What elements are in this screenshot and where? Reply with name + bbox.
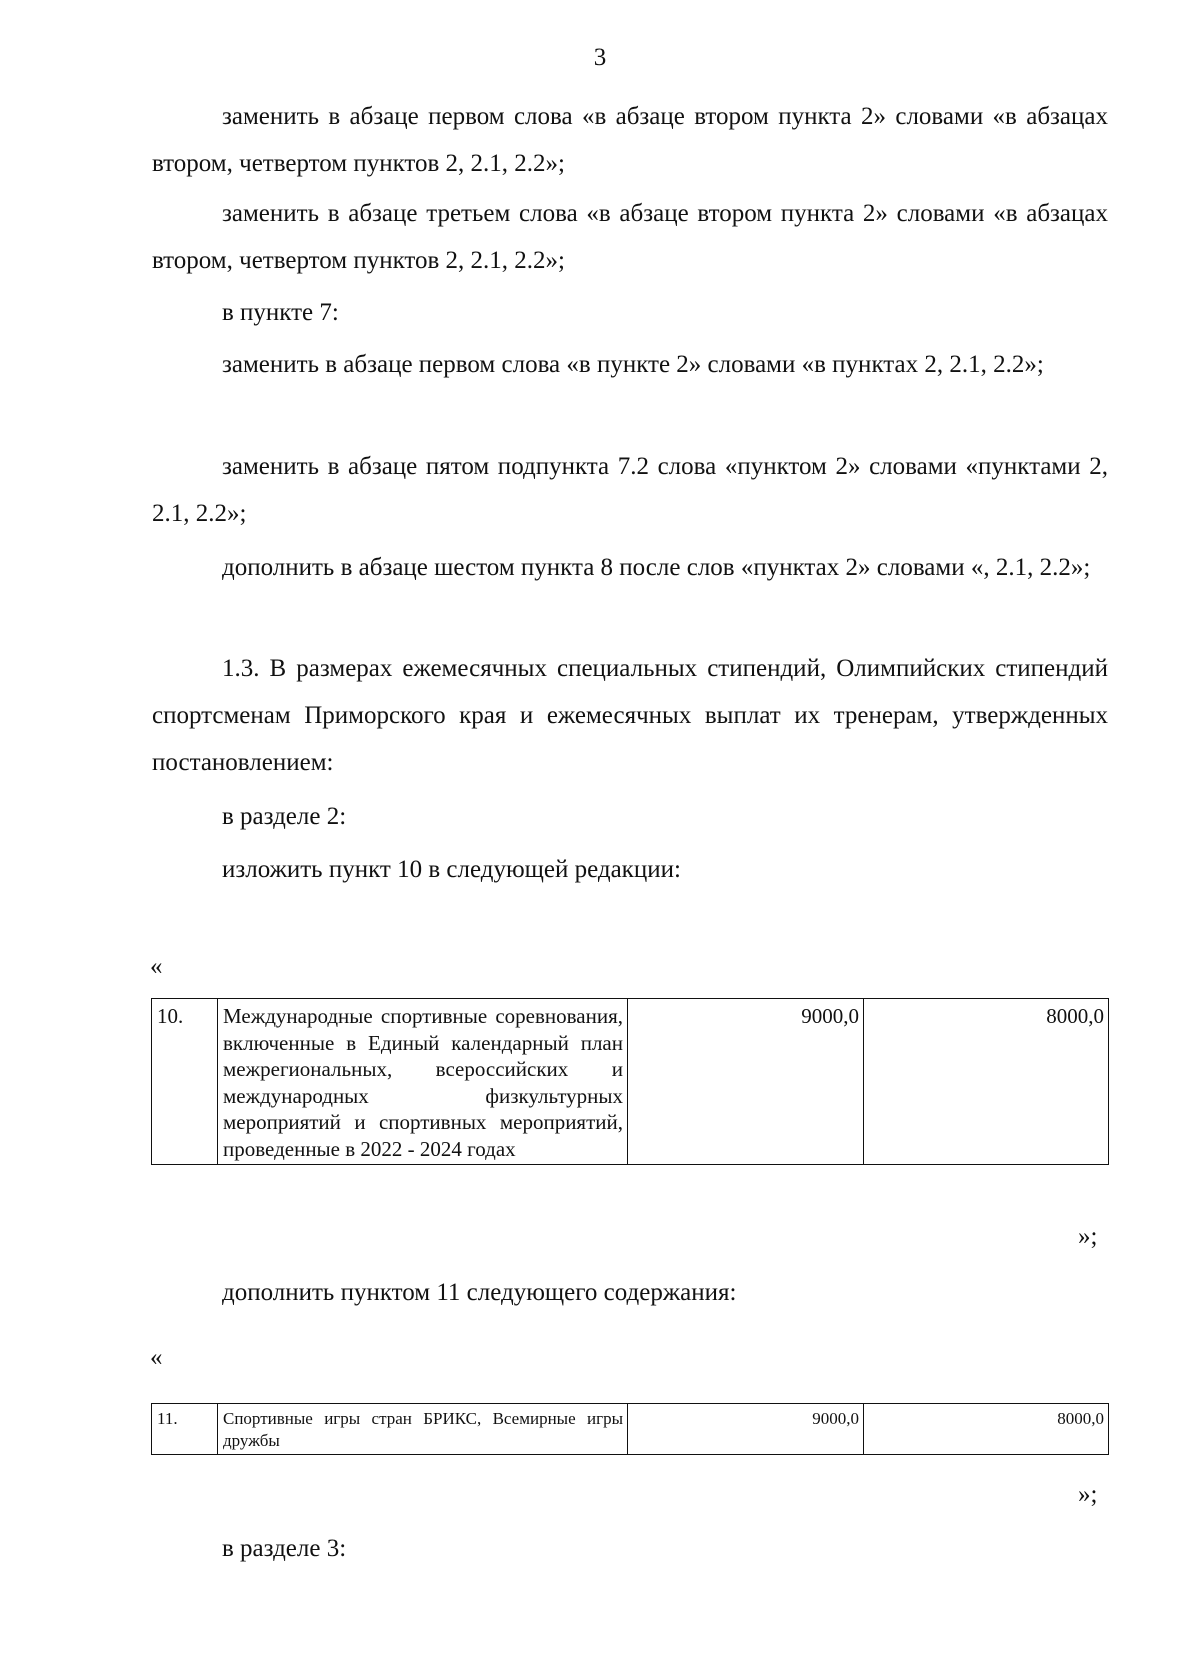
paragraph-replace-point-2: заменить в абзаце первом слова «в пункте 2» словами «в пунктах 2, 2.1, 2.2»;	[222, 351, 1044, 378]
table-point-10	[151, 998, 1109, 1165]
open-quote-11: «	[150, 1344, 163, 1371]
paragraph-point-7: в пункте 7:	[222, 299, 339, 326]
row-number: 11.	[152, 1404, 218, 1455]
table-row	[152, 1404, 1109, 1455]
paragraph-restate-point-10: изложить пункт 10 в следующей редакции:	[222, 856, 681, 883]
paragraph-section-2: в разделе 2:	[222, 803, 347, 830]
table-point-11	[151, 1403, 1109, 1455]
row-value-1: 9000,0	[628, 999, 864, 1165]
row-value-2: 8000,0	[864, 999, 1109, 1165]
close-quote-10: »;	[1078, 1223, 1098, 1250]
paragraph-replace-first-abzac: заменить в абзаце первом слова «в абзаце втором пункта 2» словами «в абзацах втором, четвертом пунктов 2, 2.1, 2.2»;	[152, 103, 1108, 177]
close-quote-11: »;	[1078, 1481, 1098, 1508]
row-number: 10.	[152, 999, 218, 1165]
row-description: Спортивные игры стран БРИКС, Всемирные игры дружбы	[218, 1404, 628, 1455]
paragraph-replace-subpoint-7-2: заменить в абзаце пятом подпункта 7.2 слова «пунктом 2» словами «пунктами 2, 2.1, 2.2»;	[152, 453, 1108, 527]
row-description: Международные спортивные соревнования, включенные в Единый календарный план межрегиональных, всероссийских и международных физкультурных мероприятий и спортивных мероприятий, проведенные в 2022 - 2024 годах	[218, 999, 628, 1165]
paragraph-section-3: в разделе 3:	[222, 1535, 347, 1562]
row-value-2: 8000,0	[864, 1404, 1109, 1455]
paragraph-supplement-point-8: дополнить в абзаце шестом пункта 8 после слов «пунктах 2» словами «, 2.1, 2.2»;	[222, 554, 1091, 581]
table-row	[152, 999, 1109, 1165]
page-number: 3	[593, 44, 607, 71]
open-quote-10: «	[150, 953, 163, 980]
paragraph-section-1-3: 1.3. В размерах ежемесячных специальных стипендий, Олимпийских стипендий спортсменам Приморского края и ежемесячных выплат их тренерам, утвержденных постановлением:	[152, 655, 1108, 776]
paragraph-add-point-11: дополнить пунктом 11 следующего содержания:	[222, 1279, 737, 1306]
paragraph-replace-third-abzac: заменить в абзаце третьем слова «в абзаце втором пункта 2» словами «в абзацах втором, четвертом пунктов 2, 2.1, 2.2»;	[152, 200, 1108, 274]
row-value-1: 9000,0	[628, 1404, 864, 1455]
